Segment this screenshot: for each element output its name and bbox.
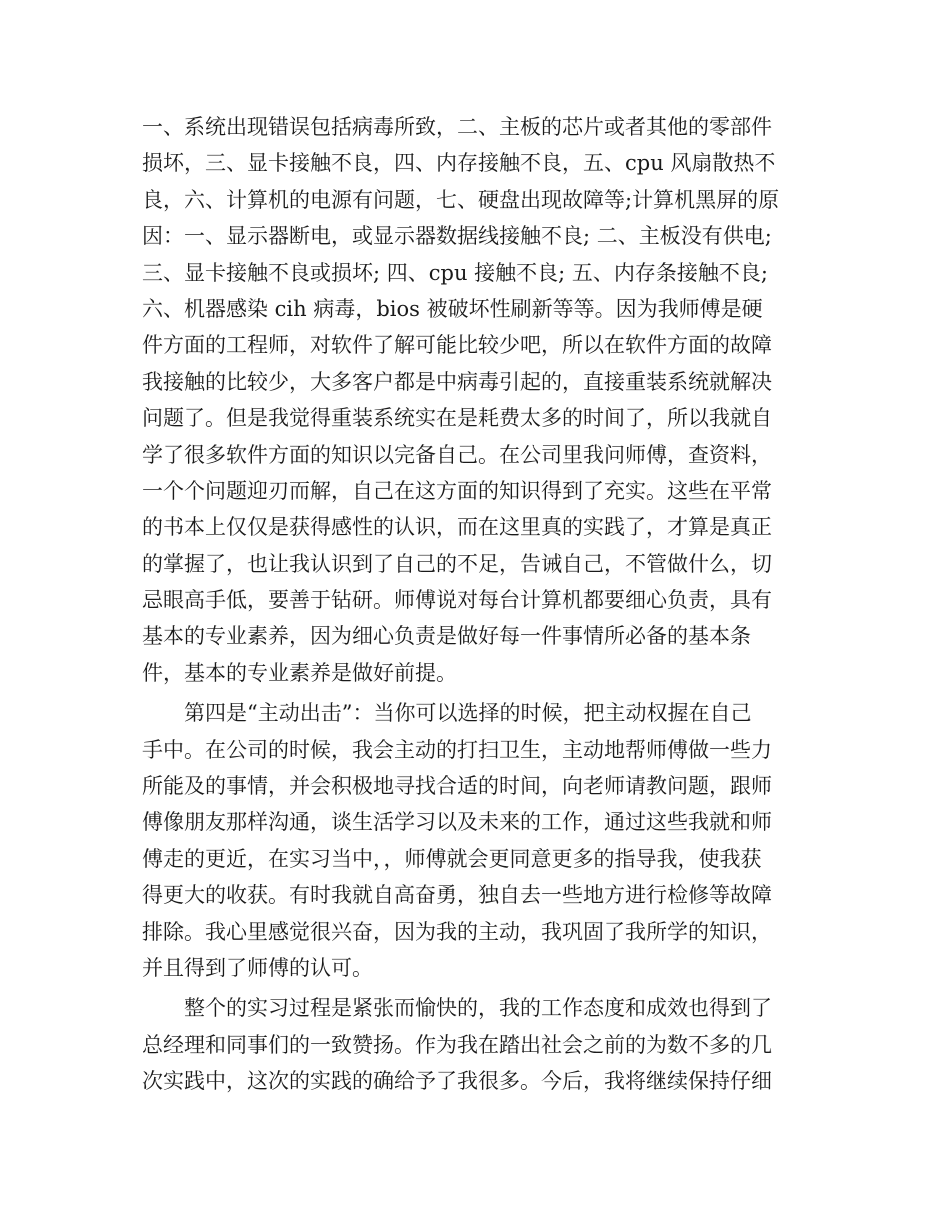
text-line: 的掌握了，也让我认识到了自己的不足，告诫自己，不管做什么，切 [142,551,772,576]
text-line: 损坏，三、显卡接触不良，四、内存接触不良，五、cpu 风扇散热不 [142,151,776,176]
text-line: 三、显卡接触不良或损坏; 四、cpu 接触不良; 五、内存条接触不良; [142,260,768,285]
text-line: 手中。在公司的时候，我会主动的打扫卫生，主动地帮师傅做一些力 [142,737,772,762]
text-line: 并且得到了师傅的认可。 [142,955,373,980]
text-line: 忌眼高手低，要善于钻研。师傅说对每台计算机都要细心负责，具有 [142,588,772,613]
text-line: 排除。我心里感觉很兴奋，因为我的主动，我巩固了我所学的知识， [142,919,772,944]
text-line: 我接触的比较少，大多客户都是中病毒引起的，直接重装系统就解决 [142,369,772,394]
text-line: 第四是“主动出击”：当你可以选择的时候，把主动权握在自己 [142,701,752,726]
text-line: 良，六、计算机的电源有问题，七、硬盘出现故障等;计算机黑屏的原 [142,187,780,212]
text-line: 因：一、显示器断电，或显示器数据线接触不良; 二、主板没有供电; [142,224,772,249]
text-line: 件，基本的专业素养是做好前提。 [142,660,457,685]
text-line: 一个个问题迎刃而解，自己在这方面的知识得到了充实。这些在平常 [142,478,772,503]
text-line: 一、系统出现错误包括病毒所致，二、主板的芯片或者其他的零部件 [142,115,772,139]
text-line: 得更大的收获。有时我就自高奋勇，独自去一些地方进行检修等故障 [142,883,772,908]
text-line: 傅走的更近，在实习当中，，师傅就会更同意更多的指导我，使我获 [142,846,762,871]
text-line: 傅像朋友那样沟通，谈生活学习以及未来的工作，通过这些我就和师 [142,810,772,835]
text-line: 所能及的事情，并会积极地寻找合适的时间，向老师请教问题，跟师 [142,774,772,799]
text-line: 次实践中，这次的实践的确给予了我很多。今后，我将继续保持仔细 [142,1069,772,1094]
text-line: 总经理和同事们的一致赞扬。作为我在踏出社会之前的为数不多的几 [142,1032,772,1057]
document-body [142,109,812,1100]
text-line: 的书本上仅仅是获得感性的认识，而在这里真的实践了，才算是真正 [142,515,772,540]
text-line: 学了很多软件方面的知识以完备自己。在公司里我问师傅，查资料， [142,442,772,467]
text-line: 整个的实习过程是紧张而愉快的，我的工作态度和成效也得到了 [142,996,772,1021]
text-line: 基本的专业素养，因为细心负责是做好每一件事情所必备的基本条 [142,624,751,649]
text-line: 六、机器感染 cih 病毒，bios 被破坏性刷新等等。因为我师傅是硬 [142,296,763,321]
text-line: 件方面的工程师，对软件了解可能比较少吧，所以在软件方面的故障 [142,333,772,358]
text-line: 问题了。但是我觉得重装系统实在是耗费太多的时间了，所以我就自 [142,406,772,431]
